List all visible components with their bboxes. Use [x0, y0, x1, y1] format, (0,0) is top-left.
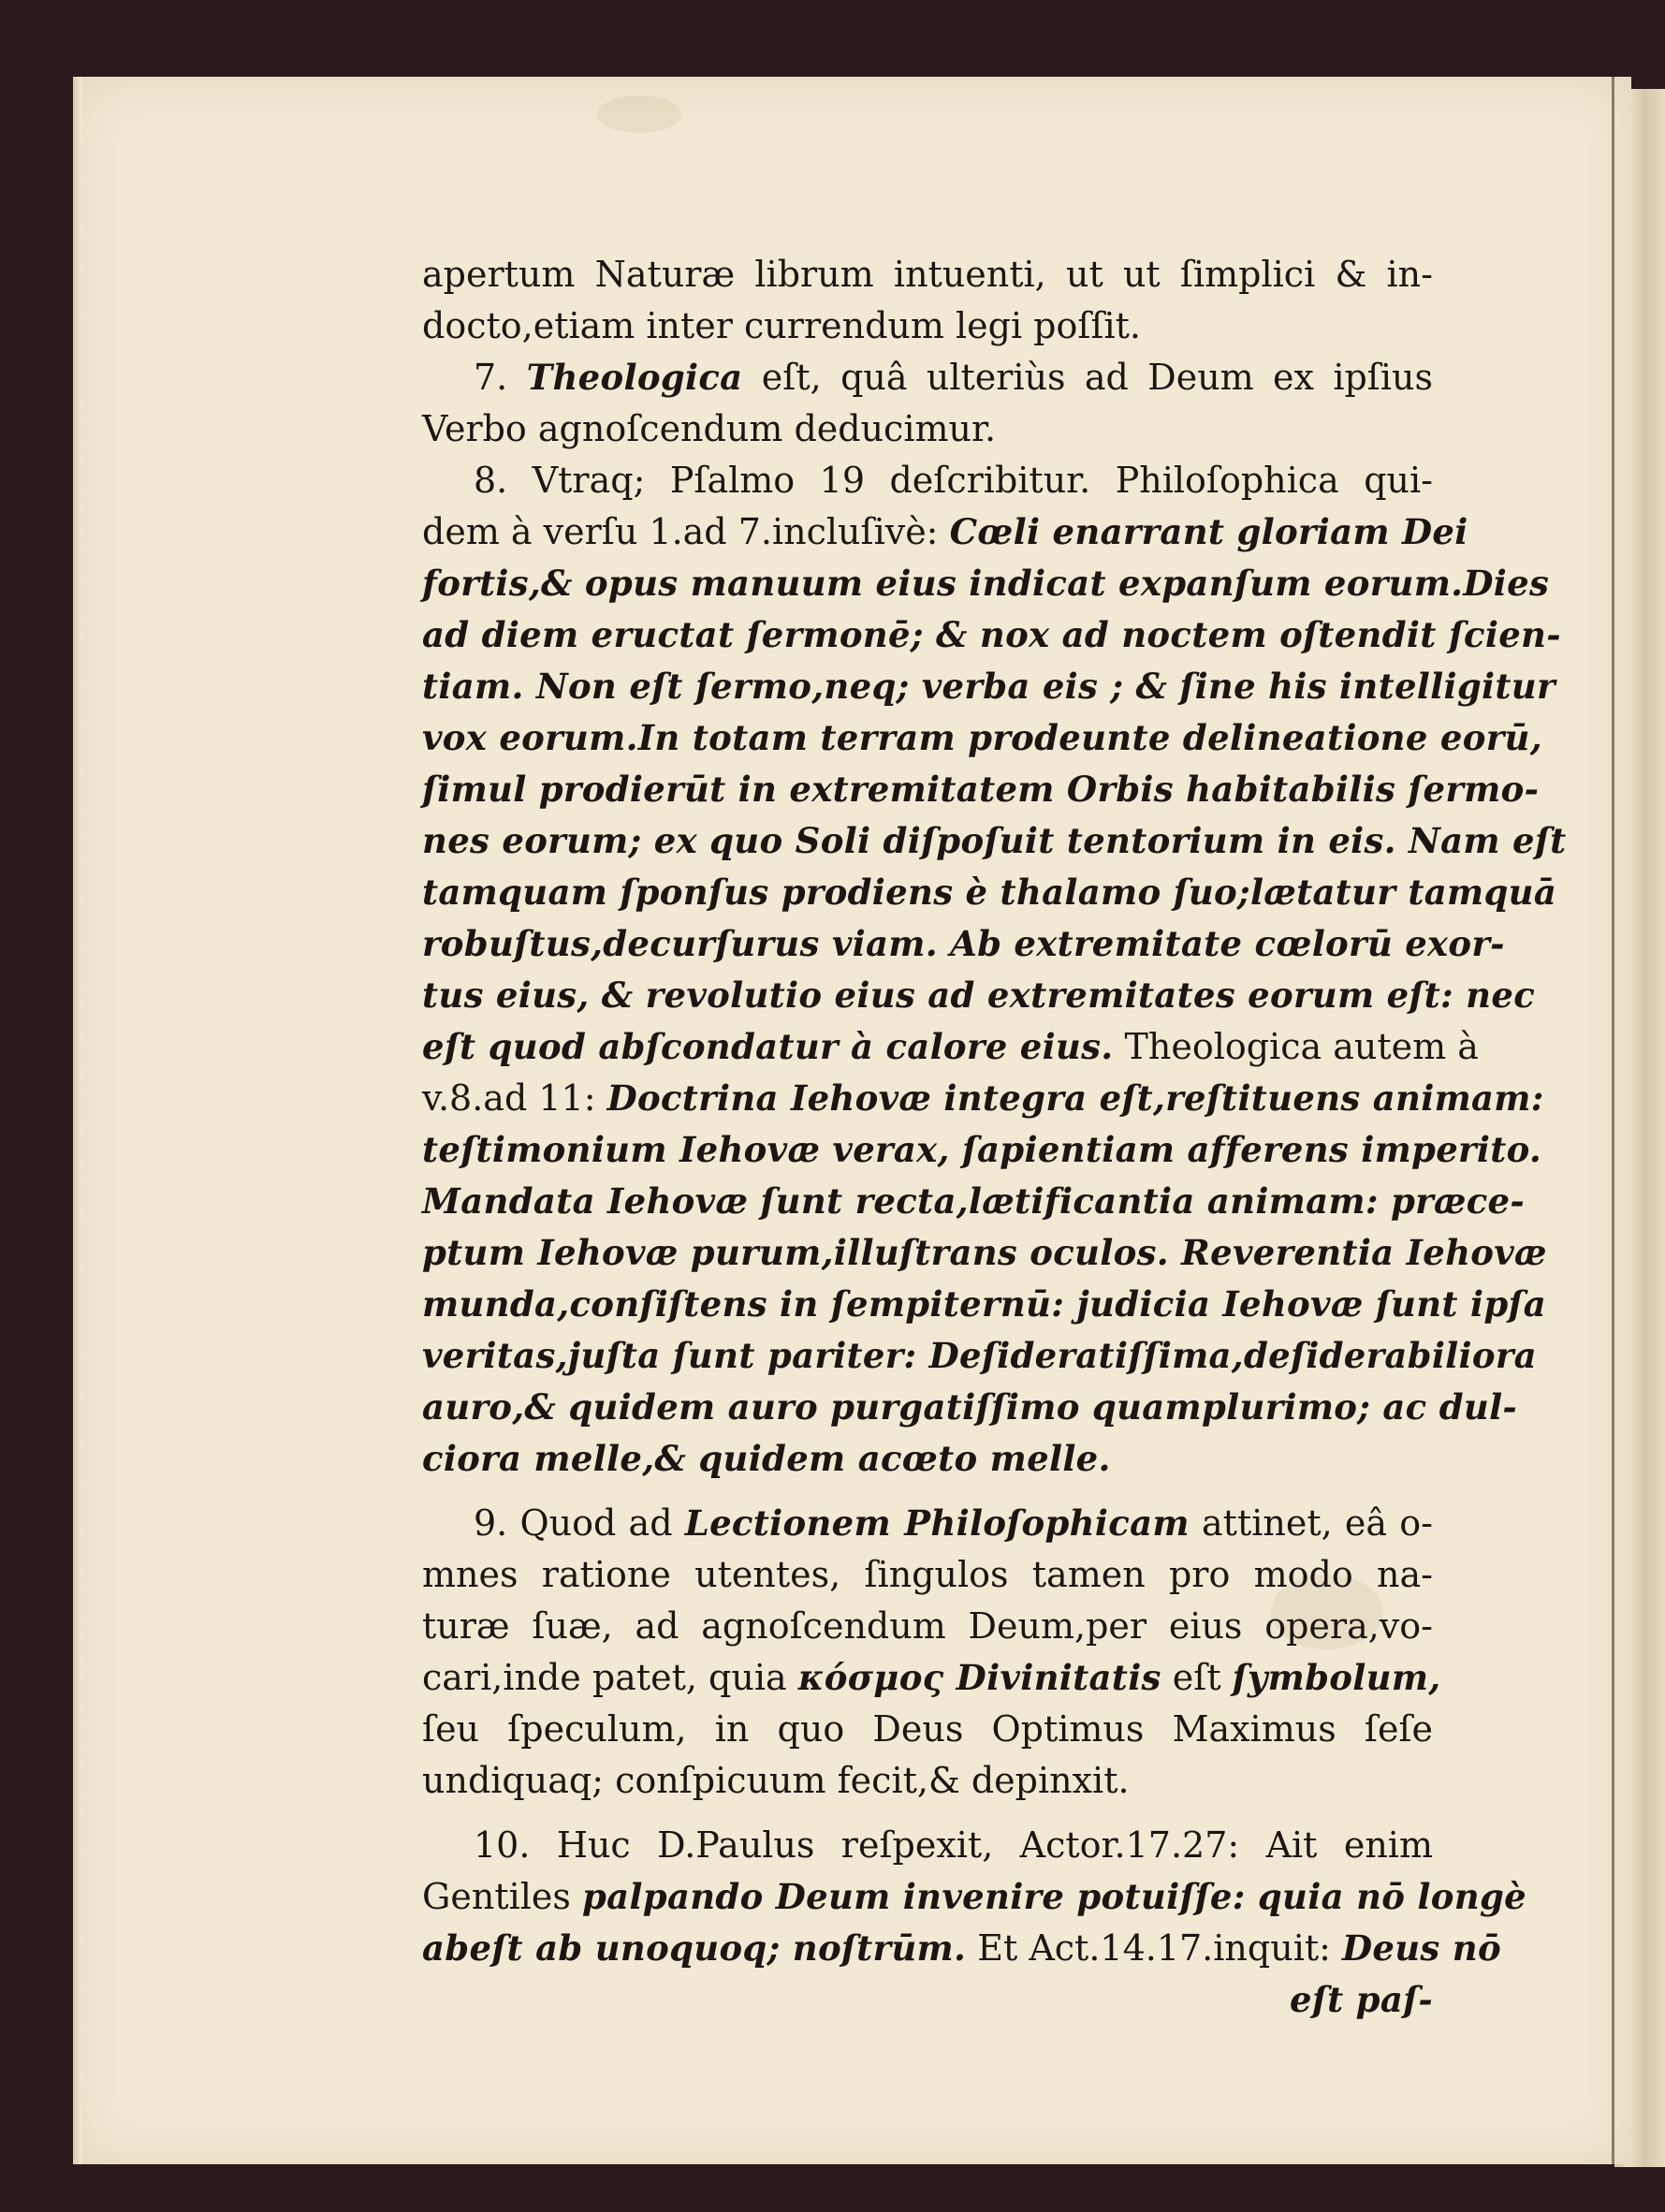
- text-line: [422, 1500, 1433, 1546]
- italic-text: Deus nō: [1342, 1927, 1501, 1969]
- text-line: [422, 611, 1561, 658]
- roman-text: 8. Vtraq; Pſalmo 19 deſcribitur. Philoſophica qui-: [474, 460, 1433, 501]
- text-line: [422, 1976, 1433, 2023]
- italic-text: eſt paſ-: [1290, 1979, 1433, 2020]
- roman-text: undiquaq; conſpicuum fecit,& depinxit.: [422, 1760, 1130, 1801]
- text-line: [422, 1126, 1542, 1173]
- italic-text: teſtimonium Iehovæ verax, ſapientiam afferens imperito.: [422, 1129, 1542, 1170]
- italic-text: palpando Deum invenire potuiſſe: quia nō longè: [581, 1876, 1526, 1917]
- text-line: [422, 1873, 1526, 1920]
- text-line: [422, 714, 1542, 761]
- roman-text: dem à verſu 1.ad 7.incluſivè:: [422, 511, 950, 552]
- italic-text: κόσμος Divinitatis: [797, 1657, 1161, 1698]
- text-line: [422, 1023, 1479, 1070]
- text-line: [422, 817, 1567, 864]
- italic-text: ſymbolum,: [1232, 1657, 1441, 1698]
- text-line: [422, 1654, 1441, 1701]
- italic-text: Cœli enarrant gloriam Dei: [949, 511, 1468, 552]
- text-line: [422, 1551, 1433, 1598]
- italic-text: robuſtus,decurſurus viam. Ab extremitate cœlorū exor-: [422, 923, 1505, 964]
- text-line: [422, 1757, 1433, 1804]
- italic-text: tus eius, & revolutio eius ad extremitates eorum eſt: nec: [422, 974, 1536, 1016]
- roman-text: attinet, eâ o-: [1189, 1502, 1434, 1544]
- text-line: [422, 1281, 1546, 1327]
- page-gutter: [1612, 77, 1614, 2164]
- text-line: [422, 1822, 1433, 1868]
- text-line: [422, 1384, 1518, 1430]
- roman-text: ſeu ſpeculum, in quo Deus Optimus Maximus ſeſe: [422, 1708, 1433, 1750]
- roman-text: eſt: [1161, 1657, 1233, 1698]
- italic-text: Mandata Iehovæ ſunt recta,lætificantia animam: præce-: [422, 1180, 1526, 1222]
- roman-text: Gentiles: [422, 1876, 582, 1917]
- roman-text: turæ ſuæ, ad agnoſcendum Deum,per eius opera,vo-: [422, 1605, 1433, 1647]
- roman-text: eſt, quâ ulteriùs ad Deum ex ipſius: [742, 357, 1434, 398]
- text-line: [422, 920, 1505, 967]
- roman-text: 10. Huc D.Paulus reſpexit, Actor.17.27: Ait enim: [474, 1824, 1433, 1866]
- text-line: [422, 972, 1536, 1018]
- italic-text: tamquam ſponſus prodiens è thalamo ſuo;lætatur tamquā: [422, 872, 1557, 913]
- roman-text: cari,inde patet, quia: [422, 1657, 798, 1698]
- page-body-text: [422, 251, 1567, 2028]
- roman-text: v.8.ad 11:: [422, 1077, 607, 1119]
- text-line: [422, 1603, 1433, 1649]
- roman-text: 9. Quod ad: [474, 1502, 685, 1544]
- text-line: [422, 869, 1557, 916]
- roman-text: docto,etiam inter currendum legi poſſit.: [422, 305, 1142, 346]
- text-line: [422, 1229, 1547, 1276]
- roman-text: 7.: [474, 357, 527, 398]
- italic-text: vox eorum.In totam terram prodeunte delineatione eorū,: [422, 717, 1542, 758]
- italic-text: ciora melle,& quidem acœto melle.: [422, 1438, 1111, 1479]
- text-line: [422, 1075, 1544, 1121]
- text-line: [422, 1332, 1537, 1379]
- italic-text: ad diem eructat ſermonē; & nox ad noctem oſtendit ſcien-: [422, 614, 1561, 655]
- italic-text: eſt quod abſcondatur à calore eius.: [422, 1026, 1114, 1067]
- paragraph-gap: [422, 1809, 1433, 1822]
- italic-text: tiam. Non eſt ſermo,neq; verba eis ; & ſine his intelligitur: [422, 666, 1555, 707]
- paragraph-gap: [422, 1487, 1433, 1500]
- roman-text: Et Act.14.17.inquit:: [966, 1927, 1342, 1969]
- page-left-edge: [73, 77, 82, 2164]
- text-line: [422, 405, 1433, 452]
- text-line: [422, 1706, 1433, 1752]
- roman-text: mnes ratione utentes, ſingulos tamen pro modo na-: [422, 1554, 1433, 1595]
- italic-text: fortis,& opus manuum eius indicat expanſum eorum.Dies: [422, 563, 1550, 604]
- italic-text: munda,conſiſtens in ſempiternū: judicia Iehovæ ſunt ipſa: [422, 1283, 1546, 1325]
- roman-text: apertum Naturæ librum intuenti, ut ut ſimplici & in-: [422, 254, 1433, 295]
- text-line: [422, 251, 1433, 298]
- text-line: [422, 1435, 1433, 1482]
- italic-text: nes eorum; ex quo Soli diſpoſuit tentorium in eis. Nam eſt: [422, 820, 1567, 861]
- text-line: [422, 560, 1550, 607]
- text-line: [422, 663, 1555, 710]
- italic-text: ſimul prodierūt in extremitatem Orbis habitabilis ſermo-: [422, 769, 1540, 810]
- italic-text: ptum Iehovæ purum,illuſtrans oculos. Reverentia Iehovæ: [422, 1232, 1547, 1273]
- italic-text: veritas,juſta ſunt pariter: Deſideratiſſima,deſiderabiliora: [422, 1335, 1537, 1376]
- italic-text: Doctrina Iehovæ integra eſt,reſtituens animam:: [606, 1077, 1544, 1119]
- text-line: [422, 1925, 1501, 1971]
- paper-stain: [597, 95, 681, 133]
- italic-text: abeſt ab unoquoq; noſtrūm.: [422, 1927, 967, 1969]
- text-line: [422, 354, 1433, 401]
- italic-text: Theologica: [526, 357, 743, 398]
- text-line: [422, 457, 1433, 504]
- roman-text: Theologica autem à: [1113, 1026, 1479, 1067]
- text-line: [422, 508, 1468, 555]
- text-line: [422, 766, 1540, 813]
- italic-text: Lectionem Philoſophicam: [684, 1502, 1190, 1544]
- italic-text: auro,& quidem auro purgatiſſimo quamplurimo; ac dul-: [422, 1386, 1518, 1428]
- text-line: [422, 302, 1433, 349]
- text-line: [422, 1178, 1526, 1224]
- roman-text: Verbo agnoſcendum deducimur.: [422, 408, 997, 449]
